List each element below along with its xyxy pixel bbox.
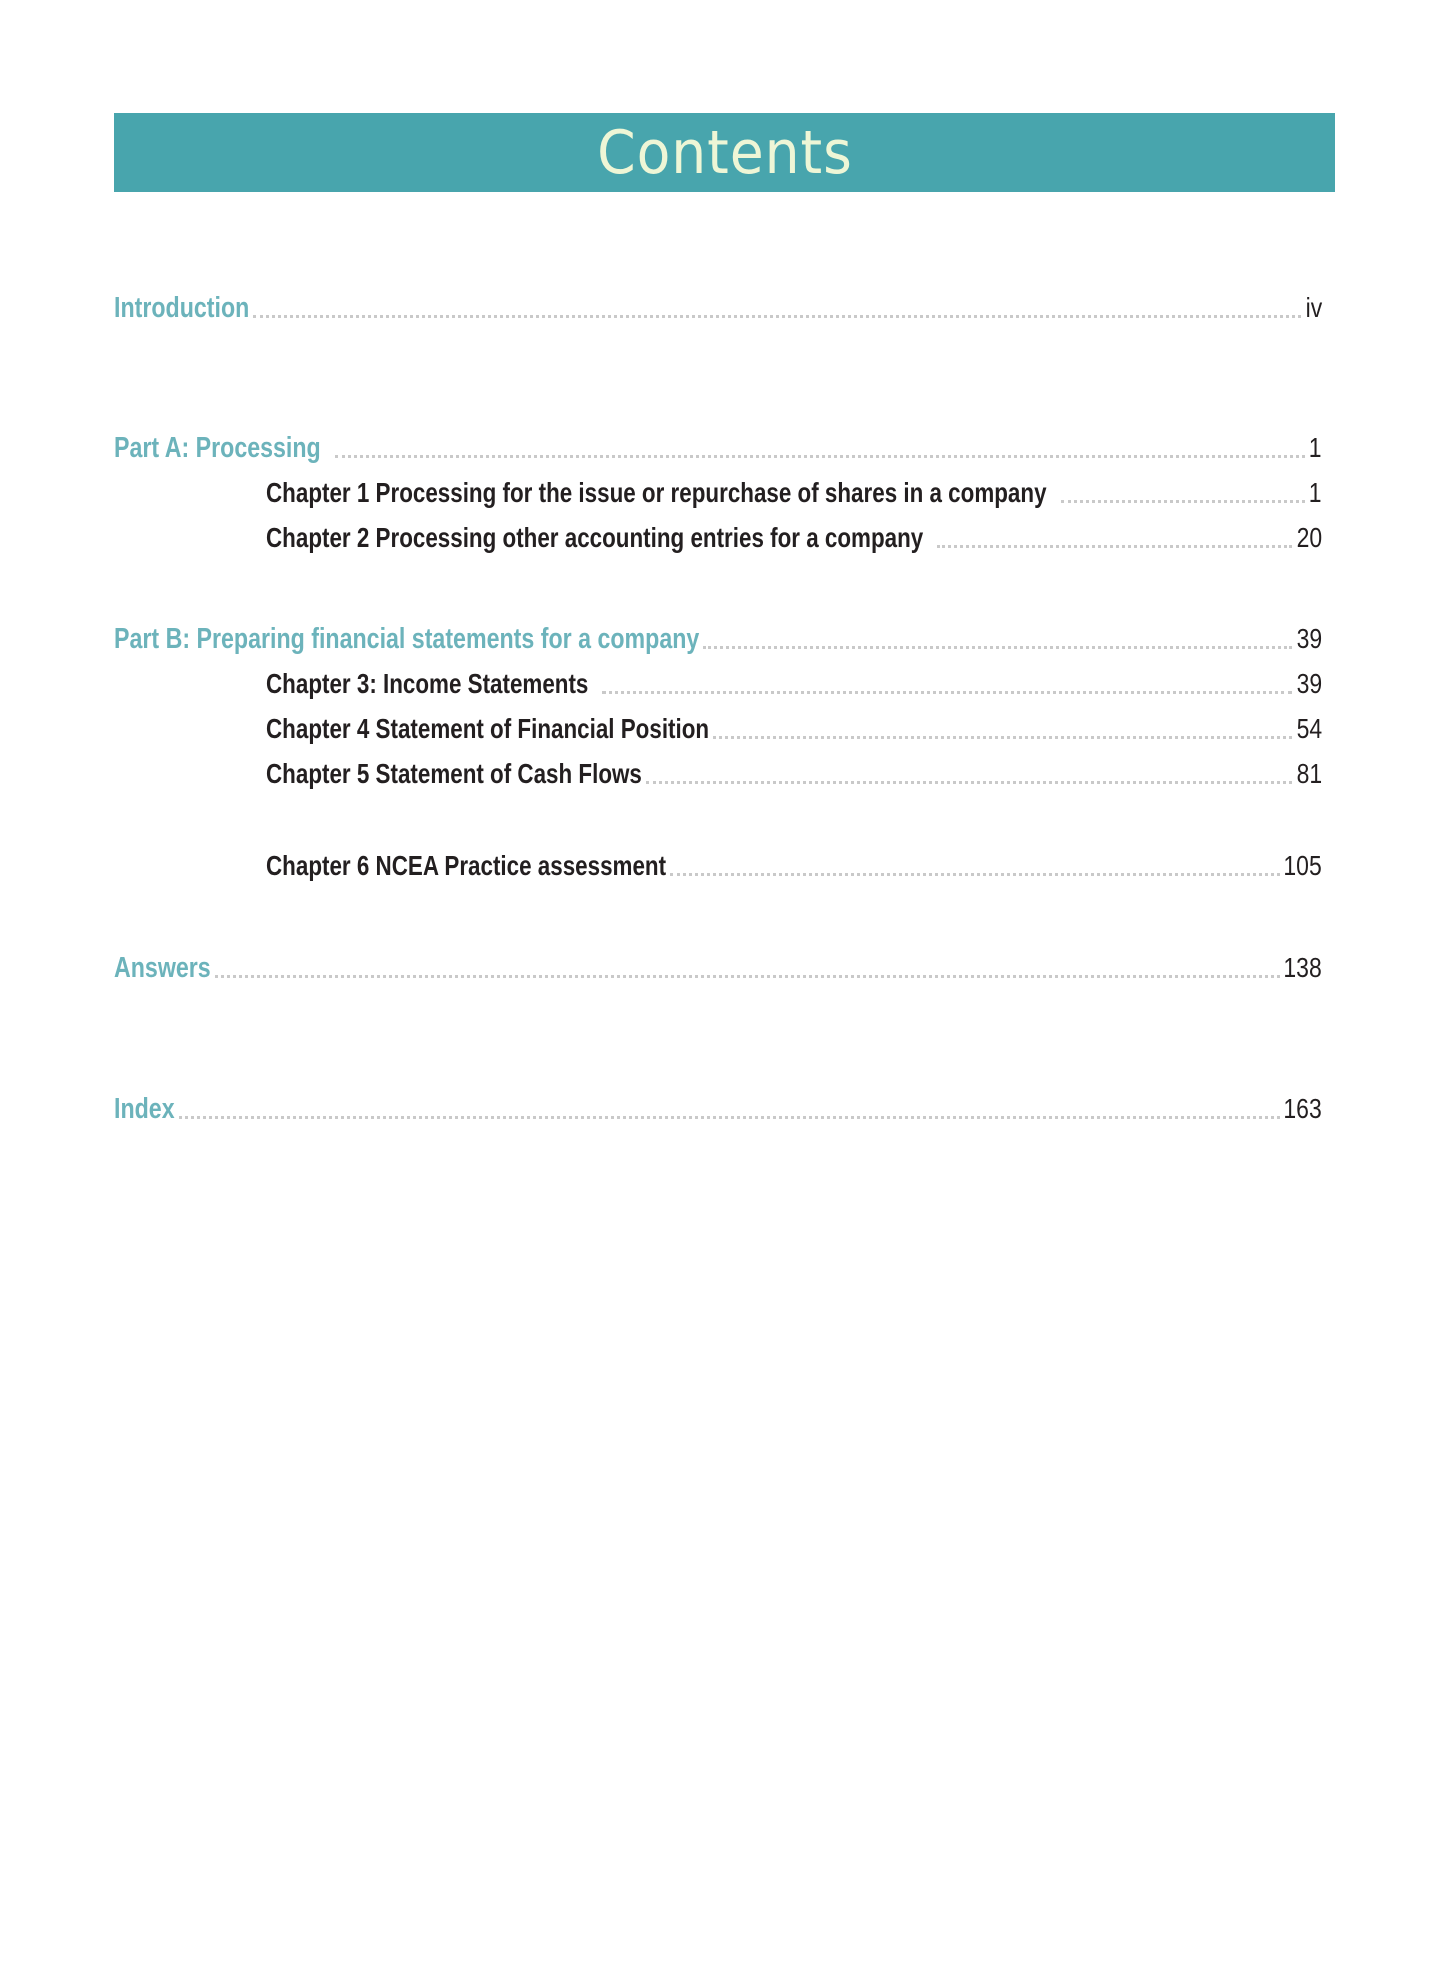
dot-leader <box>335 455 1305 458</box>
toc-entry-chapter-6[interactable] <box>266 848 1322 884</box>
dot-leader <box>646 781 1293 784</box>
toc-entry-label: Chapter 4 Statement of Financial Position <box>266 713 710 744</box>
toc-entry-label: Part B: Preparing financial statements for a company <box>114 623 700 655</box>
toc-entry-label: Chapter 5 Statement of Cash Flows <box>266 758 642 789</box>
dot-leader <box>937 545 1292 548</box>
toc-entry-chapter-3[interactable] <box>266 666 1322 702</box>
toc-entry-page: 138 <box>1283 952 1322 983</box>
toc-entry-label: Chapter 3: Income Statements <box>266 668 589 699</box>
toc-entry-label: Chapter 2 Processing other accounting entries for a company <box>266 522 924 553</box>
toc-entry-introduction[interactable] <box>114 290 1322 326</box>
toc-entry-index[interactable] <box>114 1091 1322 1127</box>
toc-entry-part-b[interactable] <box>114 621 1322 657</box>
dot-leader <box>253 315 1301 318</box>
toc-entry-page: 54 <box>1296 713 1322 744</box>
dot-leader <box>179 1116 1280 1119</box>
toc-entry-label: Answers <box>114 952 211 984</box>
page-title: Contents <box>596 118 853 188</box>
toc-entry-chapter-1[interactable] <box>266 475 1322 511</box>
toc-entry-label: Chapter 1 Processing for the issue or repurchase of shares in a company <box>266 477 1047 508</box>
dot-leader <box>713 736 1292 739</box>
toc-entry-chapter-4[interactable] <box>266 711 1322 747</box>
toc-entry-label: Chapter 6 NCEA Practice assessment <box>266 850 667 881</box>
dot-leader <box>703 646 1292 649</box>
toc-entry-label: Introduction <box>114 292 250 324</box>
toc-entry-page: 105 <box>1283 850 1322 881</box>
dot-leader <box>670 873 1280 876</box>
toc-entry-page: 39 <box>1296 623 1322 654</box>
toc-entry-chapter-5[interactable] <box>266 756 1322 792</box>
toc-entry-chapter-2[interactable] <box>266 520 1322 556</box>
toc-entry-page: 1 <box>1309 432 1322 463</box>
toc-entry-page: 1 <box>1309 477 1322 508</box>
dot-leader <box>602 691 1292 694</box>
toc-entry-answers[interactable] <box>114 950 1322 986</box>
toc-entry-label: Part A: Processing <box>114 432 321 464</box>
toc-entry-page: 39 <box>1296 668 1322 699</box>
toc-entry-part-a[interactable] <box>114 430 1322 466</box>
dot-leader <box>1061 500 1306 503</box>
toc-entry-page: iv <box>1305 292 1322 323</box>
toc-entry-page: 20 <box>1296 522 1322 553</box>
contents-banner <box>114 113 1335 192</box>
dot-leader <box>215 975 1280 978</box>
toc-entry-page: 163 <box>1283 1093 1322 1124</box>
toc-entry-page: 81 <box>1296 758 1322 789</box>
toc-entry-label: Index <box>114 1093 175 1125</box>
